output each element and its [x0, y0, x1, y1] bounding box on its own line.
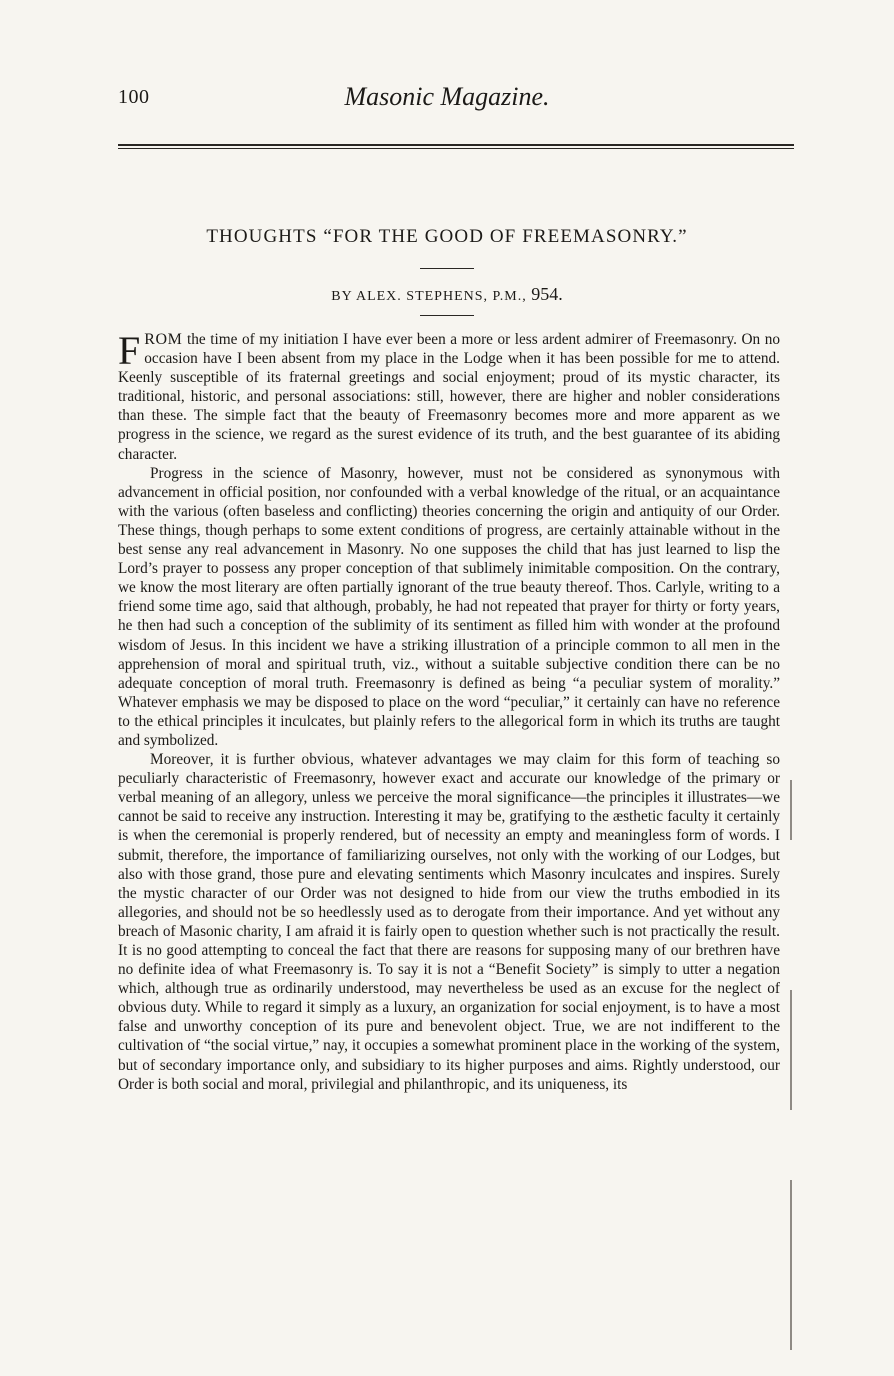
margin-scan-mark — [790, 1180, 792, 1350]
title-rule — [420, 268, 474, 269]
margin-scan-mark — [790, 990, 792, 1110]
byline-lodge-number: 954. — [531, 284, 563, 304]
running-head: Masonic Magazine. — [344, 82, 550, 111]
paragraph-2: Progress in the science of Masonry, however, must not be considered as synonymous with advancement in official position, nor confounded with a verbal knowledge of the ritual, or an acquaintance with the various (often baseless and conflicting) theories concerning the origin and antiquity of our Order. These things, though perhaps to some extent conditions of progress, are certainly attainable without in the best sense any real advancement in Masonry. No one supposes the child that has just learned to lisp the Lord’s prayer to possess any proper conception of that sublimely inimitable composition. On the contrary, we know the most literary are often partially ignorant of the true beauty thereof. Thos. Carlyle, writing to a friend some time ago, said that although, probably, he had not repeated that prayer for thirty or forty years, he then had such a conception of the sublimity of its sentiment as filled him with wonder at the profound wisdom of Jesus. In this incident we have a striking illustration of a principle common to all men in the apprehension of moral and spiritual truth, viz., without a suitable subjective condition there can be no adequate conception of moral truth. Freemasonry is defined as being “a peculiar system of morality.” Whatever emphasis we may be disposed to place on the word “peculiar,” it certainly can have no reference to the ethical principles it inculcates, but plainly refers to the allegorical form in which its truths are taught and symbolized. — [118, 464, 780, 749]
paragraph-1 — [118, 330, 780, 464]
first-word-rest: ROM — [144, 331, 183, 348]
drop-cap: F — [118, 328, 141, 373]
byline-rule — [420, 315, 474, 316]
page-number: 100 — [118, 86, 150, 108]
byline — [0, 284, 894, 305]
article-title: THOUGHTS “FOR THE GOOD OF FREEMASONRY.” — [206, 226, 688, 247]
paragraph-1-text: the time of my initiation I have ever been a more or less ardent admirer of Freemasonry. On no occasion have I been absent from my place in the Lodge when it has been possible for me to attend. Keenly susceptible of its fraternal greetings and social enjoyment; proud of its mystic character, its traditional, historic, and personal associations: still, however, there are higher and nobler considerations than these. The simple fact that the beauty of Freemasonry becomes more and more apparent as we progress in the science, we regard as the surest evidence of its truth, and the best guarantee of its abiding character. — [118, 331, 780, 463]
byline-author: BY ALEX. STEPHENS, P.M., — [331, 289, 527, 304]
header-rule — [118, 144, 794, 149]
margin-scan-mark — [790, 780, 792, 840]
paragraph-3: Moreover, it is further obvious, whatever advantages we may claim for this form of teaching so peculiarly characteristic of Freemasonry, however exact and accurate our knowledge of the primary or verbal meaning of an allegory, unless we perceive the moral significance—the principles it illustrates—we cannot be said to receive any instruction. Interesting it may be, gratifying to the æsthetic faculty it certainly is when the ceremonial is properly rendered, but of necessity an empty and meaningless form of words. I submit, therefore, the importance of familiarizing ourselves, not only with the working of our Lodges, but also with those grand, those pure and elevating sentiments which Masonry inculcates and inspires. Surely the mystic character of our Order was not designed to hide from our view the truths embodied in its allegories, and should not be so heedlessly used as to derogate from their importance. And yet without any breach of Masonic charity, I am afraid it is fairly open to question whether such is not practically the result. It is no good attempting to conceal the fact that there are reasons for supposing many of our brethren have no definite idea of what Freemasonry is. To say it is not a “Benefit Society” is simply to utter a negation which, although true as ordinarily understood, may nevertheless be used as an excuse for the neglect of obvious duty. While to regard it simply as a luxury, an organization for social enjoyment, is to have a most false and unworthy conception of its pure and benevolent object. True, we are not indifferent to the cultivation of “the social virtue,” nay, it occupies a somewhat prominent place in the working of the system, but of secondary importance only, and subsidiary to its higher purposes and aims. Rightly understood, our Order is both social and moral, privilegial and philanthropic, and its uniqueness, its — [118, 751, 780, 1093]
article-body — [118, 330, 780, 1094]
